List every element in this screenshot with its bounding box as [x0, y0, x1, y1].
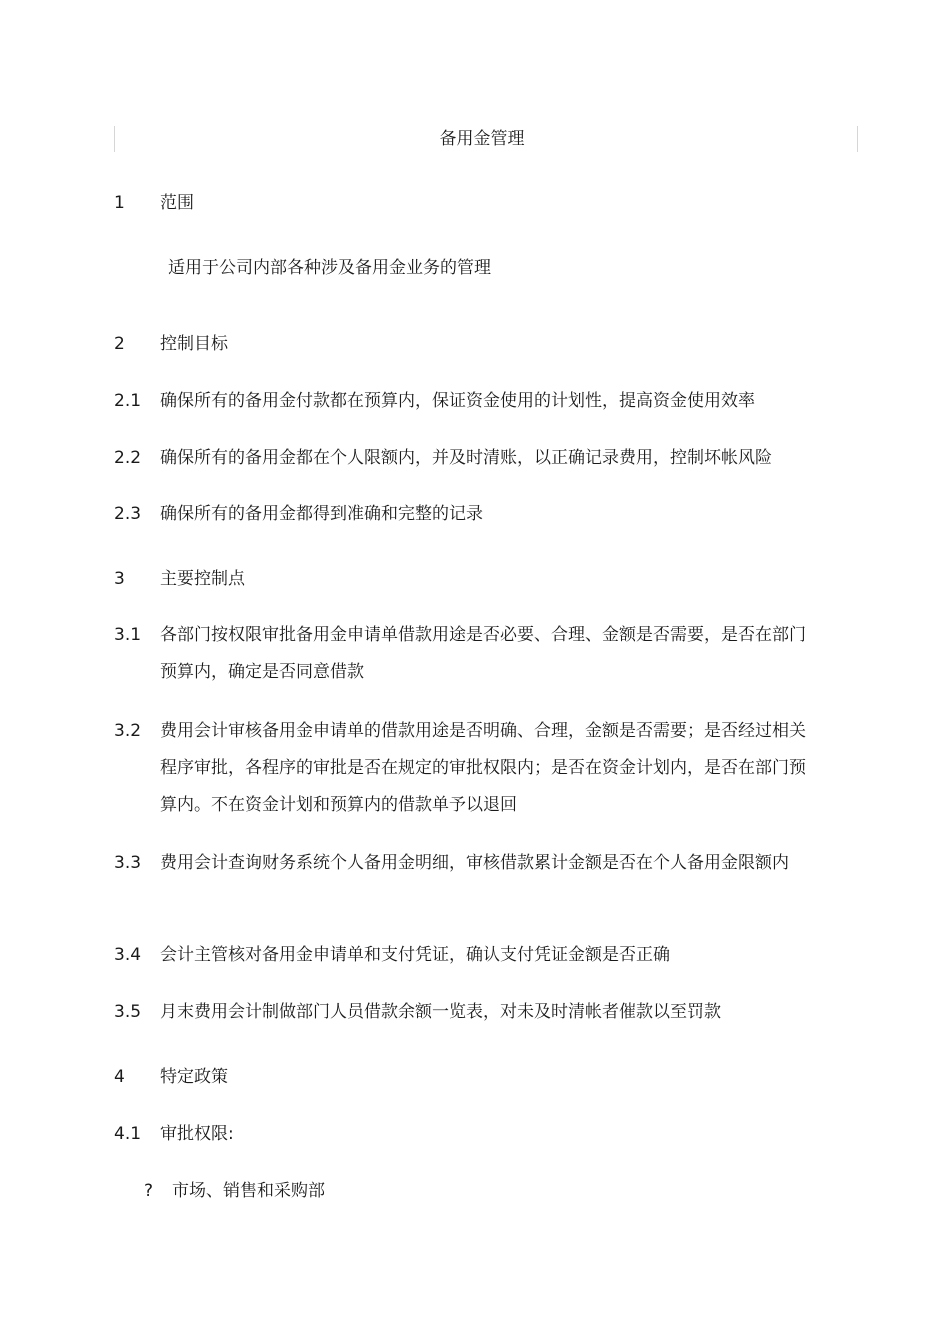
section-heading-scope: 范围	[160, 193, 194, 213]
section-number: 1	[114, 193, 125, 213]
item-number: 2.1	[114, 391, 142, 411]
item-text: 月末费用会计制做部门人员借款余额一览表，对未及时清帐者催款以至罚款	[160, 1002, 721, 1022]
item-number: 3.5	[114, 1002, 142, 1022]
item-number: 3.2	[114, 721, 142, 741]
section-number: 3	[114, 569, 125, 589]
item-text: 确保所有的备用金都得到准确和完整的记录	[160, 504, 483, 524]
item-text: 确保所有的备用金付款都在预算内，保证资金使用的计划性，提高资金使用效率	[160, 391, 755, 411]
item-number: 3.1	[114, 625, 142, 645]
item-text: 各部门按权限审批备用金申请单借款用途是否必要、合理、金额是否需要，是否在部门预算内，确定是否同意借款	[160, 625, 806, 682]
item-text: 会计主管核对备用金申请单和支付凭证，确认支付凭证金额是否正确	[160, 945, 670, 965]
document-title: 备用金管理	[439, 129, 525, 149]
section-heading-policies: 特定政策	[160, 1067, 228, 1087]
item-text: 审批权限:	[160, 1124, 234, 1144]
section-heading-objectives: 控制目标	[160, 334, 228, 354]
bullet-text: 市场、销售和采购部	[172, 1181, 325, 1201]
item-number: 3.3	[114, 853, 142, 873]
section-number: 4	[114, 1067, 125, 1087]
item-number: 3.4	[114, 945, 142, 965]
item-text: 确保所有的备用金都在个人限额内，并及时清账，以正确记录费用，控制坏帐风险	[160, 448, 772, 468]
item-text: 费用会计审核备用金申请单的借款用途是否明确、合理，金额是否需要；是否经过相关程序审批，各程序的审批是否在规定的审批权限内；是否在资金计划内，是否在部门预算内。不在资金计划和预算内的借款单予以退回	[160, 721, 806, 815]
item-text: 费用会计查询财务系统个人备用金明细，审核借款累计金额是否在个人备用金限额内	[160, 853, 789, 873]
bullet-marker: ?	[144, 1181, 154, 1201]
item-number: 2.3	[114, 504, 142, 524]
item-number: 2.2	[114, 448, 142, 468]
section-heading-control-points: 主要控制点	[160, 569, 245, 589]
section-number: 2	[114, 334, 125, 354]
scope-text: 适用于公司内部各种涉及备用金业务的管理	[168, 258, 491, 278]
item-number: 4.1	[114, 1124, 142, 1144]
